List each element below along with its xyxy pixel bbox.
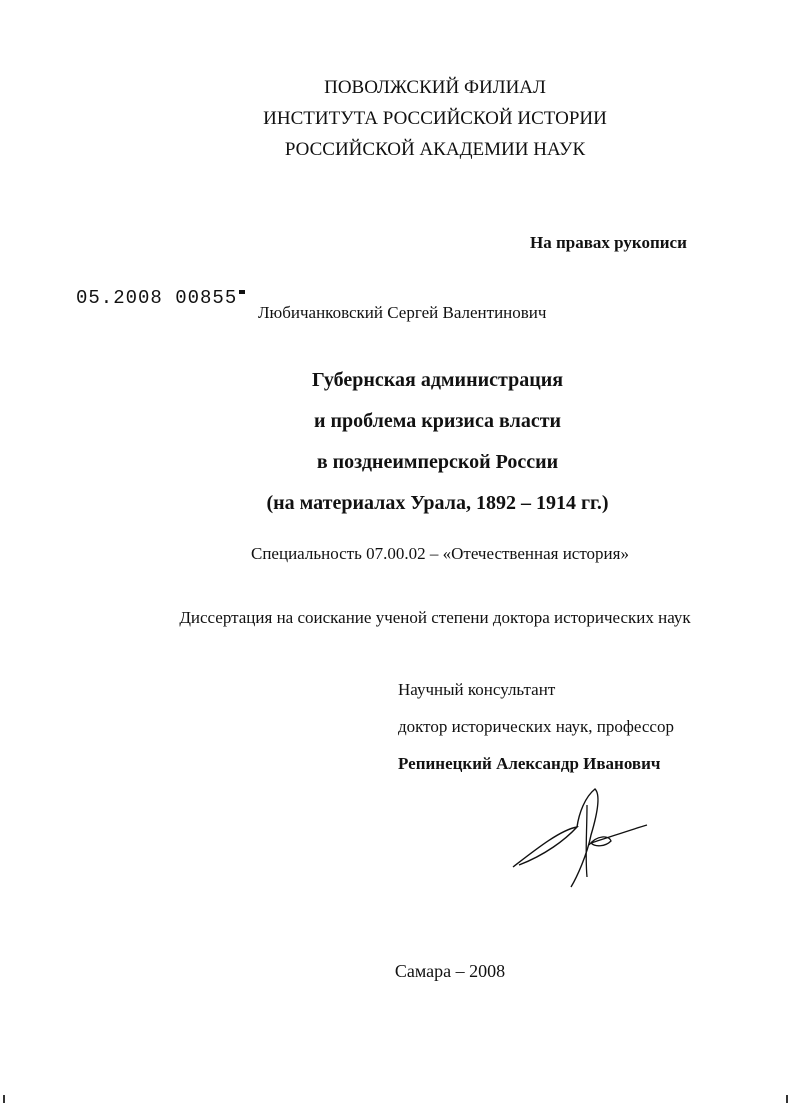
title-line-4: (на материалах Урала, 1892 – 1914 гг.) <box>266 492 609 514</box>
signature-stroke-1 <box>513 827 577 867</box>
dissertation-title <box>0 360 799 524</box>
manuscript-rights-note: На правах рукописи <box>530 233 687 252</box>
author-name: Любичанковский Сергей Валентинович <box>258 303 547 322</box>
consultant-label: Научный консультант <box>398 680 556 699</box>
signature-stroke-3 <box>586 805 587 877</box>
signature-stroke-2 <box>571 789 598 887</box>
specialty-line: Специальность 07.00.02 – «Отечественная история» <box>251 544 629 563</box>
title-line-3: в позднеимперской России <box>316 451 559 473</box>
handwritten-signature <box>505 785 655 895</box>
title-line-1: Губернская администрация <box>311 369 564 391</box>
institution-line-3: РОССИЙСКОЙ АКАДЕМИИ НАУК <box>284 139 586 160</box>
signature-stroke-4 <box>589 825 647 846</box>
dissertation-degree-line: Диссертация на соискание ученой степени доктора исторических наук <box>179 608 691 627</box>
scan-edge-mark-right <box>786 1095 788 1103</box>
registration-code-text: 05.2008 00855 <box>76 287 238 309</box>
consultant-name: Репинецкий Александр Иванович <box>398 754 661 773</box>
place-and-year: Самара – 2008 <box>394 961 506 981</box>
institution-heading <box>0 72 799 165</box>
institution-line-1: ПОВОЛЖСКИЙ ФИЛИАЛ <box>324 77 546 98</box>
scan-edge-mark-left <box>3 1095 5 1103</box>
scientific-consultant <box>398 671 674 782</box>
registration-code-mark <box>239 290 245 294</box>
registration-code <box>76 287 245 309</box>
title-line-2: и проблема кризиса власти <box>313 410 562 432</box>
consultant-degree: доктор исторических наук, профессор <box>398 717 674 736</box>
institution-line-2: ИНСТИТУТА РОССИЙСКОЙ ИСТОРИИ <box>263 108 607 129</box>
